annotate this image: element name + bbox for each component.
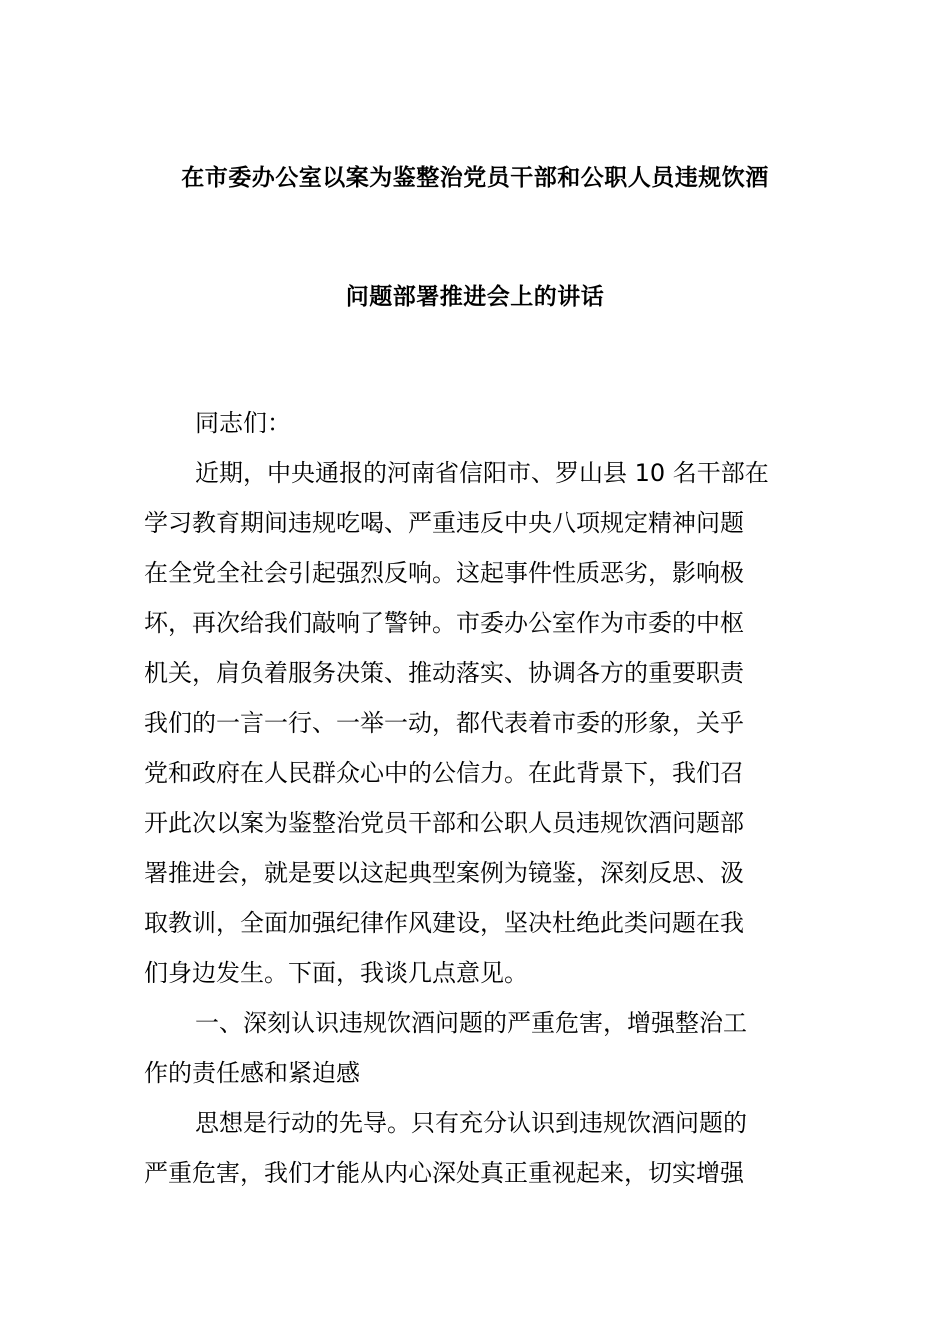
body-line: 在全党全社会引起强烈反响。这起事件性质恶劣，影响极: [144, 559, 744, 587]
body-line: 严重危害，我们才能从内心深处真正重视起来，切实增强: [144, 1159, 744, 1187]
body-line: 取教训，全面加强纪律作风建设，坚决杜绝此类问题在我: [144, 909, 744, 937]
document-title-line-1: 在市委办公室以案为鉴整治党员干部和公职人员违规饮酒: [181, 165, 769, 191]
body-line: 开此次以案为鉴整治党员干部和公职人员违规饮酒问题部: [144, 809, 744, 837]
body-line: 思想是行动的先导。只有充分认识到违规饮酒问题的: [195, 1109, 747, 1137]
body-line: 我们的一言一行、一举一动，都代表着市委的形象，关乎: [144, 709, 744, 737]
section-heading-line: 作的责任感和紧迫感: [144, 1059, 360, 1087]
body-line: 学习教育期间违规吃喝、严重违反中央八项规定精神问题: [144, 509, 744, 537]
body-line: 近期，中央通报的河南省信阳市、罗山县 10 名干部在: [195, 459, 769, 487]
body-line: 坏，再次给我们敲响了警钟。市委办公室作为市委的中枢: [144, 609, 744, 637]
body-line: 署推进会，就是要以这起典型案例为镜鉴，深刻反思、汲: [144, 859, 744, 887]
body-line: 党和政府在人民群众心中的公信力。在此背景下，我们召: [144, 759, 744, 787]
document-body: [144, 398, 810, 1198]
document-title-line-2: 问题部署推进会上的讲话: [345, 284, 605, 310]
body-line: 机关，肩负着服务决策、推动落实、协调各方的重要职责: [144, 659, 744, 687]
section-heading-line: 一、深刻认识违规饮酒问题的严重危害，增强整治工: [195, 1009, 747, 1037]
body-line: 们身边发生。下面，我谈几点意见。: [144, 959, 528, 987]
salutation: 同志们：: [195, 409, 291, 437]
